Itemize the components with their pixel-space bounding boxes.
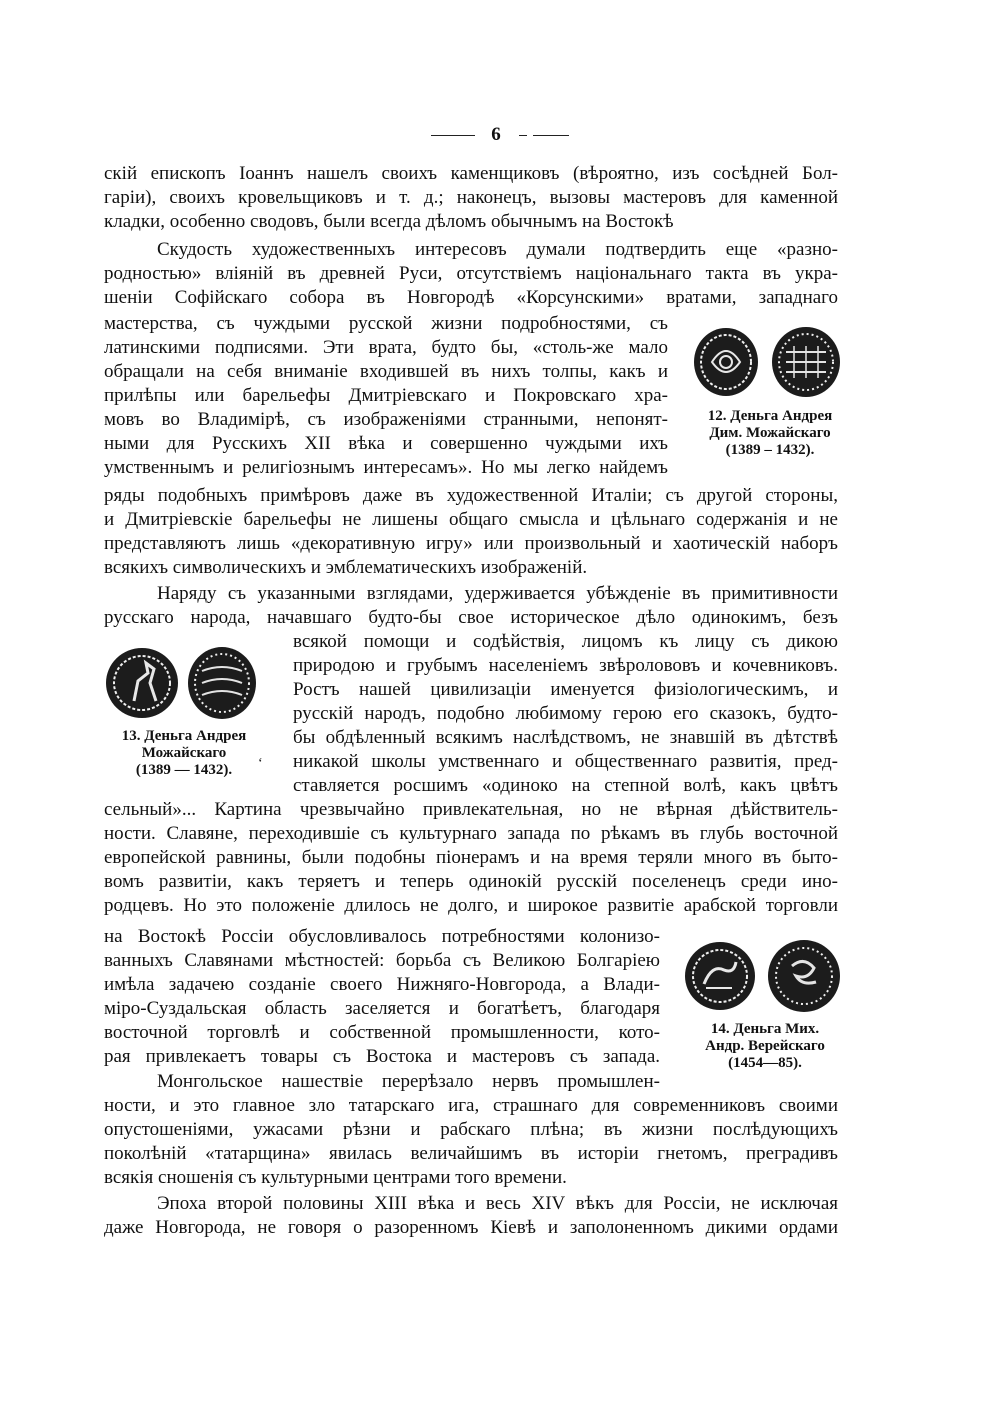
text-line: опустошеніями, ужасами рѣзни и рабскаго плѣна; въ жизни послѣдующихъ xyxy=(104,1119,838,1140)
text-line: и Дмитріевскіе барельефы не лишены общаго смысла и цѣльнаго содержанія и не xyxy=(104,509,838,530)
text-line: Скудость художественныхъ интересовъ думали подтвердить еще «разно- xyxy=(157,239,838,260)
coin-illustration-12 xyxy=(690,322,850,400)
text-line: всякой помощи и содѣйствія, лицомъ къ лицу съ дикою xyxy=(293,631,838,652)
text-line: родцевъ. Но это положеніе длилось не долго, и широкое развитіе арабской торговли xyxy=(104,895,838,916)
text-line: русскій народъ, подобно любимому герою его сказокъ, будто- xyxy=(293,703,838,724)
text-line: ности. Славяне, переходившіе съ культурнаго запада по рѣкамъ въ глубь восточной xyxy=(104,823,838,844)
coin-illustration-13 xyxy=(104,643,264,721)
text-line: имѣла задачею созданіе своего Нижняго-Новгорода, а Влади- xyxy=(104,974,660,995)
text-line: мастерства, съ чуждыми русской жизни подробностями, съ xyxy=(104,313,668,334)
text-line: обращали на себя вниманіе входившей въ нихъ толпы, какъ и xyxy=(104,361,668,382)
caption-line: Андр. Верейскаго xyxy=(705,1038,825,1054)
text-line: шеніи Софійскаго собора въ Новгородѣ «Корсунскими» вратами, западнаго xyxy=(104,287,838,308)
text-line: умственнымъ и религіознымъ интересамъ». Но мы легко найдемъ xyxy=(104,457,668,478)
caption-line: Можайскаго xyxy=(141,745,227,761)
text-line: природою и грубымъ населеніемъ звѣролововъ и кочевниковъ. xyxy=(293,655,838,676)
text-line: мовъ во Владимірѣ, съ изображеніями странными, непонят- xyxy=(104,409,668,430)
text-line: всякихъ символическихъ и эмблематическихъ изображеній. xyxy=(104,557,588,578)
caption-line: 12. Деньга Андрея xyxy=(707,408,833,424)
text-line: поколѣній «татарщина» явилась величайшимъ въ исторіи гнетомъ, преградивъ xyxy=(104,1143,838,1164)
text-line: скій епископъ Іоаннъ нашелъ своихъ каменщиковъ (вѣроятно, изъ сосѣдней Бол- xyxy=(104,163,838,184)
text-line: бы обдѣленный всякимъ наслѣдствомъ, не знавшій въ дѣтствѣ xyxy=(293,727,838,748)
caption-line: Дим. Можайскаго xyxy=(709,425,831,441)
coin-obverse-14 xyxy=(685,942,755,1010)
text-line: прилѣпы или барельефы Дмитріевскаго и Покровскаго хра- xyxy=(104,385,668,406)
figure-caption-14 xyxy=(680,1021,850,1072)
caption-line: (1454—85). xyxy=(728,1055,802,1071)
text-line: гаріи), своихъ кровельщиковъ и т. д.; наконецъ, вызовы мастеровъ для каменной xyxy=(104,187,838,208)
stray-mark: ‘ xyxy=(258,756,263,771)
text-line: никакой школы умственнаго и общественнаго развитія, пред- xyxy=(293,751,838,772)
caption-line: (1389 – 1432). xyxy=(725,442,815,458)
coin-reverse-12 xyxy=(772,327,840,397)
caption-line: (1389 — 1432). xyxy=(135,762,233,778)
caption-line: 13. Деньга Андрея xyxy=(121,728,247,744)
text-line: Монгольское нашествіе перерѣзало нервъ промышлен- xyxy=(157,1071,660,1092)
rule-right xyxy=(533,135,569,136)
text-line: всякія сношенія съ культурными центрами того времени. xyxy=(104,1167,567,1188)
text-line: ванныхъ Славянами мѣстностей: борьба съ Великою Болгаріею xyxy=(104,950,660,971)
page-number xyxy=(0,122,1000,148)
text-line: ряды подобныхъ примѣровъ даже въ художественной Италіи; съ другой стороны, xyxy=(104,485,838,506)
text-line: Ростъ нашей цивилизаціи именуется физіологическимъ, и xyxy=(293,679,838,700)
text-line: русскаго народа, начавшаго будто-бы свое историческое дѣло одинокимъ, безъ xyxy=(104,607,838,628)
text-line: міро-Суздальская область заселяется и богатѣетъ, благодаря xyxy=(104,998,660,1019)
coin-illustration-14 xyxy=(680,936,850,1014)
rule-left xyxy=(431,135,475,136)
text-line: ными для Русскихъ XII вѣка и совершенно чуждыми ихъ xyxy=(104,433,668,454)
text-line: сельный»... Картина чрезвычайно привлекательная, но не вѣрная дѣйствитель- xyxy=(104,799,838,820)
text-line: кладки, особенно сводовъ, были всегда дѣломъ обычнымъ на Востокѣ xyxy=(104,211,674,232)
text-line: ности, и это главное зло татарскаго ига, страшнаго для современниковъ своими xyxy=(104,1095,838,1116)
text-line: Наряду съ указанными взглядами, удерживается убѣжденіе въ примитивности xyxy=(157,583,838,604)
text-line: даже Новгорода, не говоря о разоренномъ Кіевѣ и заполоненномъ дикими ордами xyxy=(104,1217,838,1238)
coin-reverse-13 xyxy=(188,647,256,719)
text-line: родностью» вліяній въ древней Руси, отсутствіемъ національнаго такта въ укра- xyxy=(104,263,838,284)
text-line: восточной торговлѣ и собственной промышленности, кото- xyxy=(104,1022,660,1043)
page-number-text: 6 xyxy=(491,124,501,145)
text-line: европейской равнины, были подобны піонерамъ и на время теряли много въ быто- xyxy=(104,847,838,868)
coin-obverse-13 xyxy=(106,648,178,718)
text-line: ставляется росшимъ «одиноко на степной волѣ, какъ цвѣтъ xyxy=(293,775,838,796)
text-line: представляютъ лишь «декоративную игру» или произвольный и хаотическій наборъ xyxy=(104,533,838,554)
text-line: вомъ развитіи, какъ теряетъ и теперь одинокій русскій поселенецъ среди ино- xyxy=(104,871,838,892)
coin-reverse-14 xyxy=(768,940,840,1012)
text-line: на Востокѣ Россіи обусловливалось потребностями колонизо- xyxy=(104,926,660,947)
caption-line: 14. Деньга Мих. xyxy=(710,1021,820,1037)
figure-caption-13 xyxy=(104,728,264,779)
rule-right-short xyxy=(519,135,527,136)
text-line: латинскими подписями. Эти врата, будто бы, «столь-же мало xyxy=(104,337,668,358)
figure-caption-12 xyxy=(690,408,850,459)
text-line: Эпоха второй половины XIII вѣка и весь XIV вѣкъ для Россіи, не исключая xyxy=(157,1193,838,1214)
text-line: рая привлекаетъ товары съ Востока и мастеровъ съ запада. xyxy=(104,1046,660,1067)
coin-obverse-12 xyxy=(694,328,758,396)
